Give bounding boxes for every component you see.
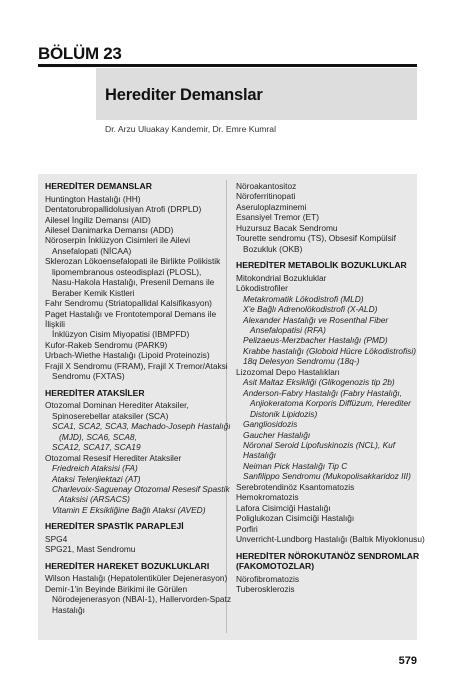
section-heading: HEREDİTER METABOLİK BOZUKLUKLAR xyxy=(236,260,407,271)
list-item: Nörodejenerasyon (NBAI-1), Hallervorden-Spatz xyxy=(52,594,232,605)
list-item: Vitamin E Eksikliğine Bağlı Ataksi (AVED) xyxy=(52,504,206,515)
list-item: Asit Maltaz Eksikliği (Glikogenozis tip 2b) xyxy=(243,377,395,388)
list-item: Nasu-Hakola Hastalığı, Presenil Demans ile xyxy=(52,277,215,288)
list-item: Sklerozan Lökoensefalopati ile Birlikte Polikistik xyxy=(45,256,221,267)
list-item: SPG4 xyxy=(45,533,68,544)
list-item: Tourette sendromu (TS), Obsesif Kompülsif xyxy=(236,233,396,244)
list-item: Anjiokeratoma Korporis Diffüzum, Herediter xyxy=(250,398,411,409)
list-item: Aseruloplazminemi xyxy=(236,201,307,212)
list-item: X'e Bağlı Adrenolökodistrofi (X-ALD) xyxy=(243,304,378,315)
list-item: Nörofibromatozis xyxy=(236,573,300,584)
section xyxy=(45,388,237,516)
list-item: Mitokondrial Bozukluklar xyxy=(236,272,327,283)
list-item: Kufor-Rakeb Sendromu (PARK9) xyxy=(45,339,168,350)
list-item: Porfiri xyxy=(236,523,258,534)
list-item: Pelizaeus-Merzbacher Hastalığı (PMD) xyxy=(243,335,388,346)
list-item: Spinoserebellar ataksiler (SCA) xyxy=(52,410,169,421)
list-item: Wilson Hastalığı (Hepatolentiküler Dejenerasyon) xyxy=(45,573,228,584)
list-item: 18q Delesyon Sendromu (18q-) xyxy=(243,356,360,367)
list-item: Krabbe hastalığı (Globoid Hücre Lökodistrofisi) xyxy=(243,345,416,356)
list-item: Fahr Sendromu (Striatopallidal Kalsifikasyon) xyxy=(45,298,212,309)
list-item: Sanfilippo Sendromu (Mukopolisakkaridoz III) xyxy=(243,471,411,482)
list-item: Otozomal Dominan Herediter Ataksiler, xyxy=(45,400,189,411)
list-item: Friedreich Ataksisi (FA) xyxy=(52,463,138,474)
list-item: Lizozomal Depo Hastalıkları xyxy=(236,366,340,377)
list-item: Charlevoix-Saguenay Otozomal Resesif Spastik xyxy=(52,483,230,494)
list-item: Ailesel İngiliz Demansı (AID) xyxy=(45,214,151,225)
list-item: Gaucher Hastalığı xyxy=(243,429,311,440)
section xyxy=(45,181,237,382)
list-item: Distonik Lipidozis) xyxy=(250,408,318,419)
list-item: Hemokromatozis xyxy=(236,492,299,503)
list-item: Unverricht-Lundborg Hastalığı (Baltık Miyoklonusu) xyxy=(236,534,425,545)
section-heading: HEREDİTER SPASTİK PARAPLEJİ xyxy=(45,521,184,532)
list-item: Gangliosidozis xyxy=(243,419,298,430)
list-item: İnklüzyon Cisim Miyopatisi (IBMPFD) xyxy=(52,329,190,340)
list-item: Nöroferritinopati xyxy=(236,191,296,202)
list-item: SCA12, SCA17, SCA19 xyxy=(52,442,141,453)
list-item: Lökodistrofiler xyxy=(236,283,288,294)
list-item: Metakromatik Lökodistrofi (MLD) xyxy=(243,293,364,304)
list-item: Frajil X Sendromu (FRAM), Frajil X Tremor/Ataksi xyxy=(45,360,228,371)
list-item: lipomembranous osteodisplazi (PLOSL), xyxy=(52,266,202,277)
list-item: Ailesel Danimarka Demansı (ADD) xyxy=(45,224,174,235)
list-item: Poliglukozan Cisimciği Hastalığı xyxy=(236,513,355,524)
list-item: Ansefalopatisi (RFA) xyxy=(250,325,326,336)
left-column xyxy=(45,181,237,615)
list-item: Bozukluk (OKB) xyxy=(243,243,303,254)
section xyxy=(236,260,428,544)
section-heading: HEREDİTER ATAKSİLER xyxy=(45,387,145,398)
list-item: Beraber Kemik Kistleri xyxy=(52,287,135,298)
section-heading: HEREDİTER NÖROKUTANÖZ SENDROMLAR (FAKOMOTOZLAR) xyxy=(236,550,420,572)
list-item: Paget Hastalığı ve Frontotemporal Demans ile İlişkili xyxy=(45,308,217,330)
list-item: Huzursuz Bacak Sendromu xyxy=(236,222,338,233)
list-item: Ansefalopati (NİCAA) xyxy=(52,245,132,256)
list-item: SPG21, Mast Sendromu xyxy=(45,544,136,555)
list-item: Lafora Cisimciği Hastalığı xyxy=(236,502,331,513)
list-item: Urbach-Wiethe Hastalığı (Lipoid Proteinozis) xyxy=(45,350,210,361)
section xyxy=(236,551,428,595)
right-column xyxy=(236,181,428,595)
list-item: Nöroserpin İnklüzyon Cisimleri ile Ailevi xyxy=(45,235,191,246)
list-item: Sendromu (FXTAS) xyxy=(52,371,125,382)
section-heading: HEREDİTER HAREKET BOZUKLUKLARI xyxy=(45,560,210,571)
list-item: Serebrotendinöz Ksantomatozis xyxy=(236,481,355,492)
list-item: Esansiyel Tremor (ET) xyxy=(236,212,319,223)
page-title: Herediter Demanslar xyxy=(105,86,263,104)
list-item: Demir-1'in Beyinde Birikimi ile Görülen xyxy=(45,583,188,594)
list-item: Anderson-Fabry Hastalığı (Fabry Hastalığı, xyxy=(243,387,403,398)
list-item: Ataksi Telenjiektazi (AT) xyxy=(52,473,141,484)
list-item: Dentatorubropallidolusiyan Atrofi (DRPLD) xyxy=(45,204,202,215)
list-item: SCA1, SCA2, SCA3, Machado-Joseph Hastalığı xyxy=(52,421,231,432)
list-item: Nöronal Seroid Lipofuskinozis (NCL), Kuf Hastalığı xyxy=(243,440,396,461)
section-heading: HEREDİTER DEMANSLAR xyxy=(45,181,152,191)
list-item: Ataksisi (ARSACS) xyxy=(59,494,130,505)
chapter-label: BÖLÜM 23 xyxy=(38,44,122,63)
section xyxy=(45,521,237,555)
list-item: Huntington Hastalığı (HH) xyxy=(45,193,141,204)
list-item: (MJD), SCA6, SCA8, xyxy=(59,431,137,442)
section xyxy=(45,561,237,615)
list-item: Hastalığı xyxy=(52,604,85,615)
list-item: Neiman Pick Hastalığı Tip C xyxy=(243,460,348,471)
section xyxy=(236,181,428,254)
list-item: Tuberosklerozis xyxy=(236,584,295,595)
list-item: Nöroakantositoz xyxy=(236,181,297,191)
authors: Dr. Arzu Uluakay Kandemir, Dr. Emre Kumral xyxy=(105,124,276,134)
chapter-rule xyxy=(38,64,417,67)
page-number: 579 xyxy=(398,655,417,667)
list-item: Otozomal Resesif Herediter Ataksiler xyxy=(45,452,182,463)
list-item: Alexander Hastalığı ve Rosenthal Fiber xyxy=(243,314,389,325)
